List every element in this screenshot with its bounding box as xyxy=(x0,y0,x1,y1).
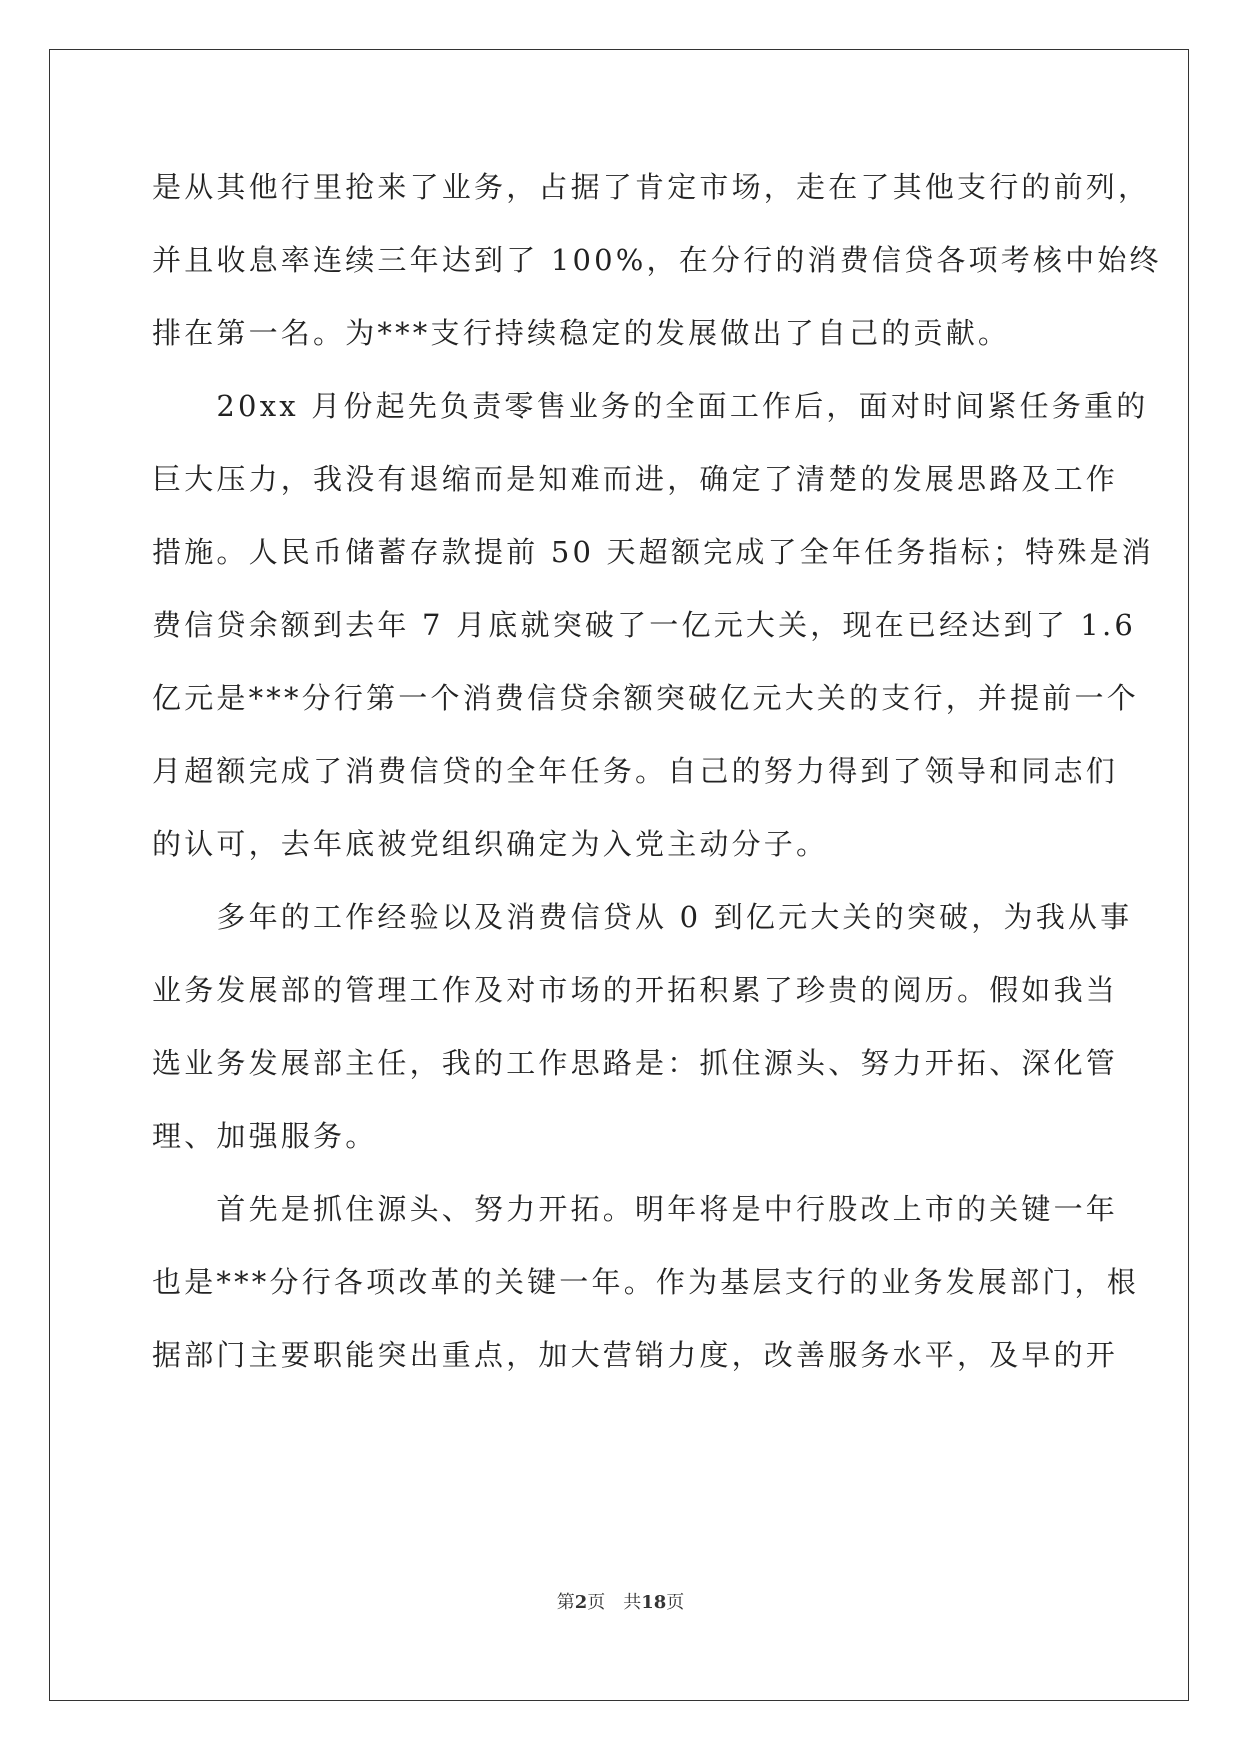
text-line: 并且收息率连续三年达到了 100%，在分行的消费信贷各项考核中始终 xyxy=(152,243,1162,277)
text-line: 据部门主要职能突出重点，加大营销力度，改善服务水平，及早的开 xyxy=(152,1338,1119,1372)
page-label-mid: 页 共 xyxy=(587,1592,642,1613)
text-line: 月超额完成了消费信贷的全年任务。自己的努力得到了领导和同志们 xyxy=(152,754,1119,788)
total-page-count: 18 xyxy=(641,1592,667,1613)
text-line: 措施。人民币储蓄存款提前 50 天超额完成了全年任务指标；特殊是消 xyxy=(152,535,1154,569)
text-line: 也是***分行各项改革的关键一年。作为基层支行的业务发展部门，根 xyxy=(152,1265,1139,1299)
page-label-suffix: 页 xyxy=(666,1592,685,1613)
page-footer xyxy=(0,1588,1241,1614)
page-label-prefix: 第 xyxy=(556,1592,575,1613)
text-line: 理、加强服务。 xyxy=(152,1119,378,1153)
text-line: 亿元是***分行第一个消费信贷余额突破亿元大关的支行，并提前一个 xyxy=(152,681,1139,715)
text-line: 巨大压力，我没有退缩而是知难而进，确定了清楚的发展思路及工作 xyxy=(152,462,1119,496)
text-line: 排在第一名。为***支行持续稳定的发展做出了自己的贡献。 xyxy=(152,316,1011,350)
text-line: 选业务发展部主任，我的工作思路是：抓住源头、努力开拓、深化管 xyxy=(152,1046,1119,1080)
text-line: 的认可，去年底被党组织确定为入党主动分子。 xyxy=(152,827,829,861)
current-page-number: 2 xyxy=(574,1592,588,1613)
text-line: 业务发展部的管理工作及对市场的开拓积累了珍贵的阅历。假如我当 xyxy=(152,973,1119,1007)
text-line: 首先是抓住源头、努力开拓。明年将是中行股改上市的关键一年 xyxy=(152,1192,1119,1226)
text-line: 费信贷余额到去年 7 月底就突破了一亿元大关，现在已经达到了 1.6 xyxy=(152,608,1137,642)
page-border xyxy=(49,49,1189,1701)
text-line: 20xx 月份起先负责零售业务的全面工作后，面对时间紧任务重的 xyxy=(152,389,1149,423)
text-line: 是从其他行里抢来了业务，占据了肯定市场，走在了其他支行的前列， xyxy=(152,170,1151,204)
text-line: 多年的工作经验以及消费信贷从 0 到亿元大关的突破，为我从事 xyxy=(152,900,1133,934)
